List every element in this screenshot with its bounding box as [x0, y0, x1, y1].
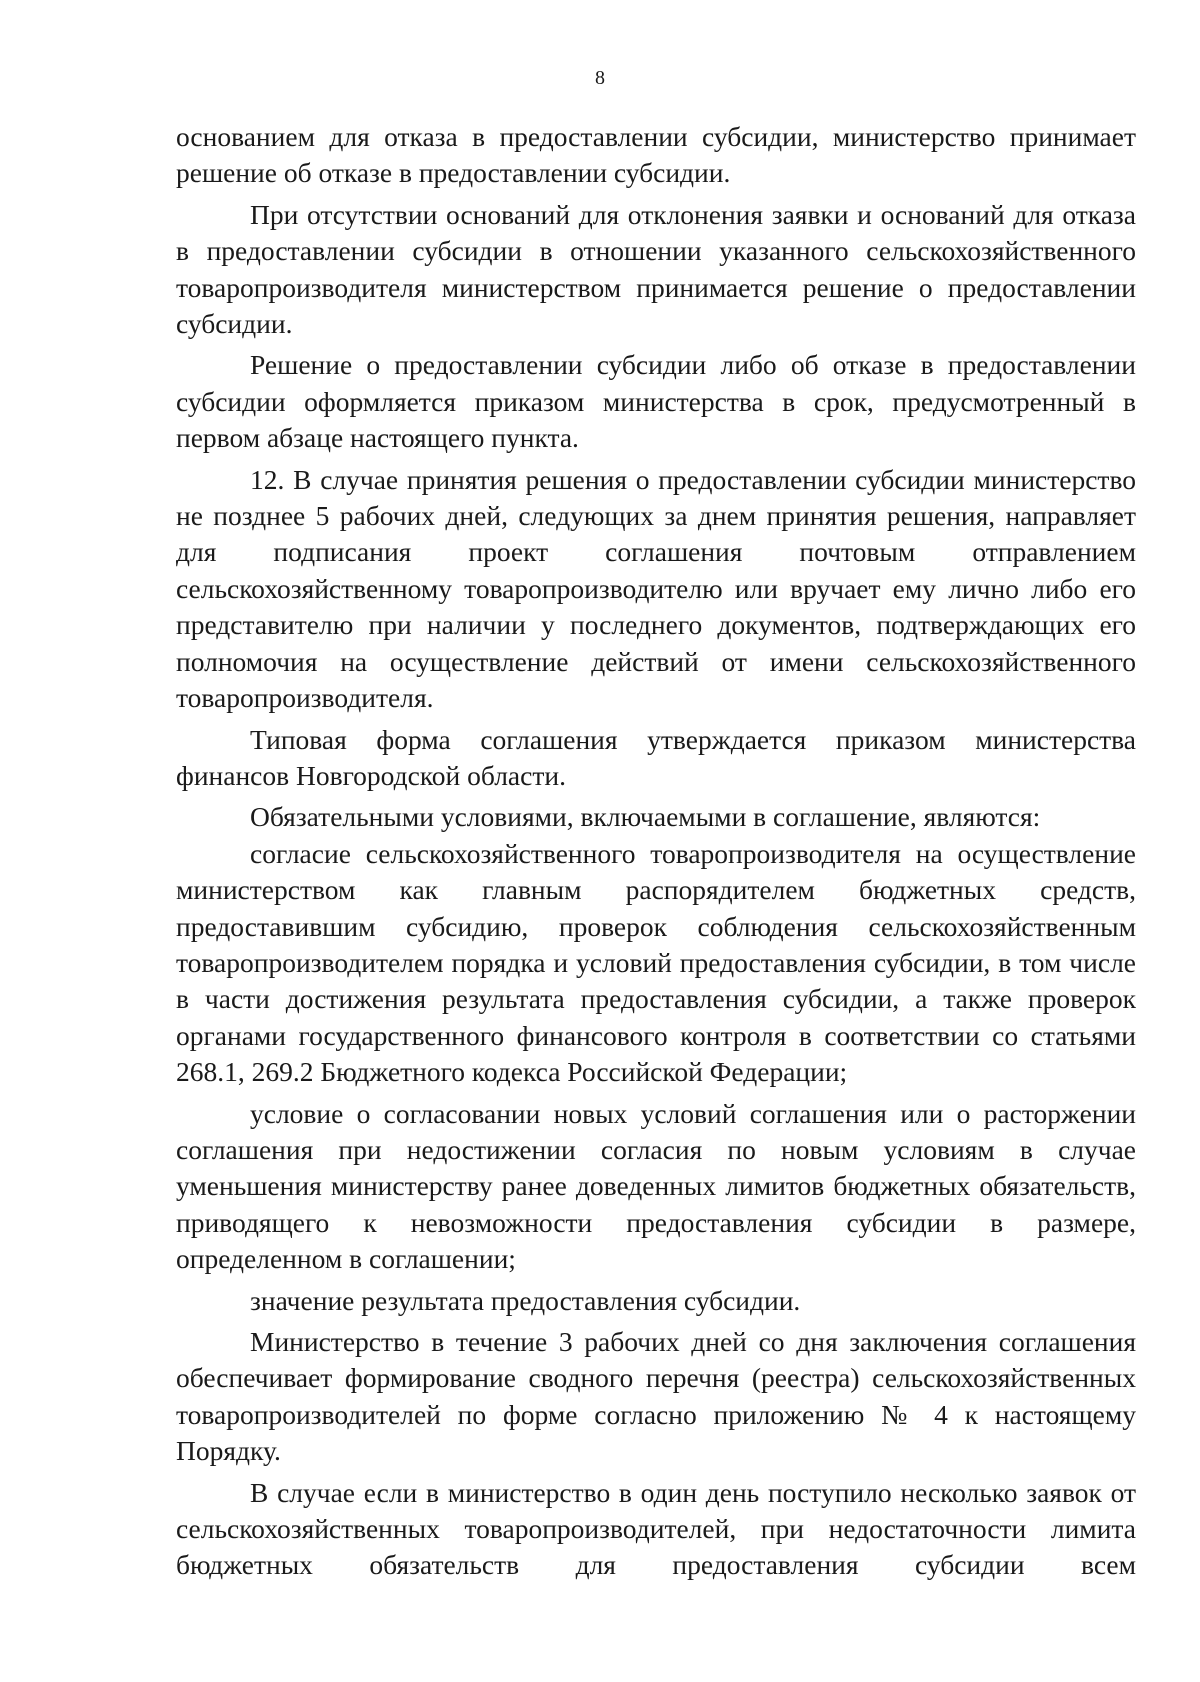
page-number: 8: [595, 67, 605, 89]
document-body: [176, 119, 1136, 1584]
paragraph-condition-amendment: условие о согласовании новых условий соглашения или о расторжении соглашения при недостижении согласия по новым условиям в случае уменьшения министерству ранее доведенных лимитов бюджетных обязательств, приводящего к невозможности предоставления субсидии в размере, определенном в соглашении;: [176, 1097, 1136, 1275]
paragraph-registry: Министерство в течение 3 рабочих дней со дня заключения соглашения обеспечивает формирование сводного перечня (реестра) сельскохозяйственных товаропроизводителей по форме согласно приложению № 4 к настоящему Порядку.: [176, 1326, 1136, 1467]
paragraph-multiple-applications: В случае если в министерство в один день поступило несколько заявок от сельскохозяйственных товаропроизводителей, при недостаточности лимита бюджетных обязательств для предоставления субсидии всем: [176, 1476, 1136, 1581]
paragraph-condition-consent: согласие сельскохозяйственного товаропроизводителя на осуществление министерством как главным распорядителем бюджетных средств, предоставившим субсидию, проверок соблюдения сельскохозяйственным товаропроизводителем порядка и условий предоставления субсидии, в том числе в части достижения результата предоставления субсидии, а также проверок органами государственного финансового контроля в соответствии со статьями 268.1, 269.2 Бюджетного кодекса Российской Федерации;: [176, 837, 1136, 1088]
paragraph-decision-order: Решение о предоставлении субсидии либо об отказе в предоставлении субсидии оформляется приказом министерства в срок, предусмотренный в первом абзаце настоящего пункта.: [176, 349, 1136, 454]
paragraph-standard-form: Типовая форма соглашения утверждается приказом министерства финансов Новгородской области.: [176, 723, 1136, 791]
paragraph-item-12: 12. В случае принятия решения о предоставлении субсидии министерство не позднее 5 рабочих дней, следующих за днем принятия решения, направляет для подписания проект соглашения почтовым отправлением сельскохозяйственному товаропроизводителю или вручает ему лично либо его представителю при наличии у последнего документов, подтверждающих его полномочия на осуществление действий от имени сельскохозяйственного товаропроизводителя.: [176, 463, 1136, 714]
paragraph-refusal-continuation: основанием для отказа в предоставлении субсидии, министерство принимает решение об отказе в предоставлении субсидии.: [176, 121, 1136, 189]
paragraph-mandatory-conditions: Обязательными условиями, включаемыми в соглашение, являются:: [250, 801, 1041, 833]
paragraph-grant-decision: При отсутствии оснований для отклонения заявки и оснований для отказа в предоставлении субсидии в отношении указанного сельскохозяйственного товаропроизводителя министерством принимается решение о предоставлении субсидии.: [176, 198, 1136, 340]
paragraph-condition-result: значение результата предоставления субсидии.: [250, 1284, 801, 1316]
